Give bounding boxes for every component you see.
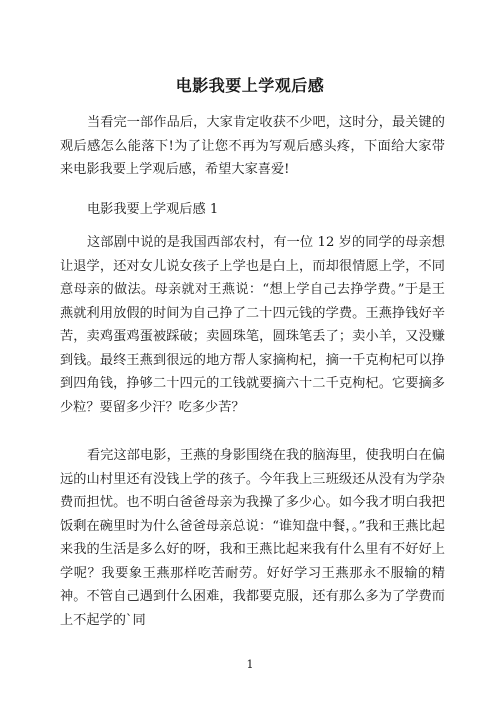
section-heading: 电影我要上学观后感 1 [87,202,219,217]
body-paragraph: 这部剧中说的是我国西部农村，有一位 12 岁的同学的母亲想让退学，还对女儿说女孩子上学也是白上，而却很情愿上学，不同意母亲的做法。母亲就对王燕说：“想上学自己去挣学费。”于是王燕就利用放假的时间为自己挣了二十四元钱的学费。王燕挣钱好辛苦，卖鸡蛋鸡蛋被踩破；卖圆珠笔，圆珠笔丢了；卖小羊，又没赚到钱。最终王燕到很远的地方帮人家摘枸杞，摘一千克枸杞可以挣到四角钱，挣够二十四元的工钱就要摘六十二千克枸杞。它要摘多少粒？要留多少汗？吃多少苦？ [60,235,445,415]
intro-paragraph: 当看完一部作品后，大家肯定收获不少吧，这时分，最关键的观后感怎么能落下!为了让您不再为写观后感头疼，下面给大家带来电影我要上学观后感，希望大家喜爱! [60,115,445,177]
page-number: 1 [246,658,254,671]
body-paragraph: 看完这部电影，王燕的身影围绕在我的脑海里，使我明白在偏远的山村里还有没钱上学的孩子。今年我上三班级还从没有为学杂费而担忧。也不明白爸爸母亲为我操了多少心。如今我才明白我把饭剩在碗里时为什么爸爸母亲总说：“谁知盘中餐，。”我和王燕比起来我的生活是多么好的呀，我和王燕比起来我有什么里有不好好上学呢？我要象王燕那样吃苦耐劳。好好学习王燕那永不服输的精神。不管自己遇到什么困难，我都要克服，还有那么多为了学费而上不起学的`同 [60,448,445,628]
page-title: 电影我要上学观后感 [175,76,325,95]
